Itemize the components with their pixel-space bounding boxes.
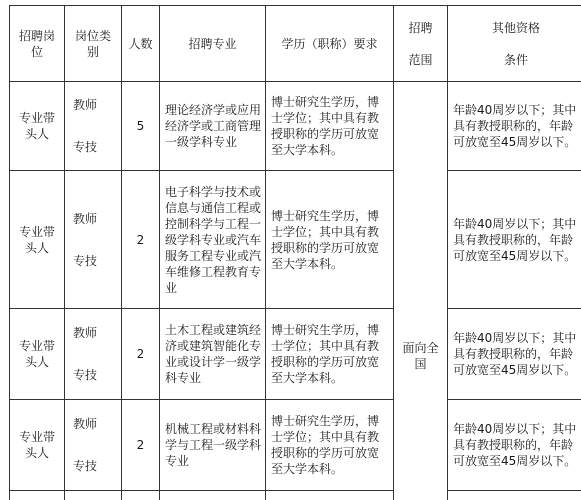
category-line1: 教师: [73, 326, 98, 340]
recruitment-table: [9, 5, 581, 500]
cell-count: 5: [122, 82, 160, 171]
header-count: 人数: [122, 6, 160, 82]
cell-other: 年龄40周岁以下；其中具有教授职称的，年龄可放宽至45周岁以下。: [448, 82, 581, 171]
recruitment-table-frame: [9, 5, 581, 500]
header-scope: [394, 6, 448, 82]
cell-category: [65, 309, 122, 400]
category-line1: 教师: [73, 417, 98, 431]
cell-count: 2: [122, 400, 160, 491]
category-line2: 专技: [73, 368, 98, 382]
cell-education: 博士研究生学历，博士学位；其中具有教授职称的学历可放宽至大学本科。: [266, 82, 394, 171]
table-row: [10, 171, 581, 309]
cell-major: 土木工程或建筑经济或建筑智能化专业或设计学一级学科专业: [160, 309, 266, 400]
cell-education: 博士研究生学历，博士学位；其中具有教授职称的学历可放宽至大学本科。: [266, 309, 394, 400]
table-row: [10, 82, 581, 171]
scope-value: 面向全国: [402, 341, 439, 371]
cell-empty: [10, 491, 65, 500]
table-row: [10, 491, 581, 500]
cell-other: 年龄40周岁以下；其中具有教授职称的，年龄可放宽至45周岁以下。: [448, 171, 581, 309]
table-row: [10, 309, 581, 400]
cell-count: 2: [122, 171, 160, 309]
cell-education: 博士研究生学历，博士学位；其中具有教授职称的学历可放宽至大学本科。: [266, 400, 394, 491]
cell-scope: [394, 82, 448, 500]
header-scope-line1: 招聘: [408, 20, 433, 35]
cell-other: 年龄40周岁以下；其中具有教授职称的，年龄可放宽至45周岁以下。: [448, 400, 581, 491]
cell-category: [65, 82, 122, 171]
header-other-line1: 其他资格: [491, 20, 540, 35]
category-line2: 专技: [73, 253, 98, 268]
cell-position: 专业带头人: [10, 82, 65, 171]
cell-major: 理论经济学或应用经济学或工商管理一级学科专业: [160, 82, 266, 171]
cell-other: 年龄40周岁以下；其中具有教授职称的，年龄可放宽至45周岁以下。: [448, 309, 581, 400]
header-category: 岗位类别: [65, 6, 122, 82]
cell-category: [65, 400, 122, 491]
cell-major: 机械工程或材料科学与工程一级学科专业: [160, 400, 266, 491]
header-major: 招聘专业: [160, 6, 266, 82]
cell-empty: [266, 491, 394, 500]
category-line2: 专技: [73, 459, 98, 473]
cell-category: [65, 171, 122, 309]
header-position: 招聘岗位: [10, 6, 65, 82]
category-line1: 教师: [73, 211, 98, 226]
category-line1: 教师: [73, 98, 98, 112]
header-other: [448, 6, 581, 82]
category-line2: 专技: [73, 140, 98, 154]
header-scope-line2: 范围: [408, 52, 433, 67]
cell-position: 专业带头人: [10, 400, 65, 491]
cell-major: 电子科学与技术或信息与通信工程或控制科学与工程一级学科专业或汽车服务工程专业或汽车维修工程教育专业: [160, 171, 266, 309]
table-row: [10, 400, 581, 491]
cell-empty: [160, 491, 266, 500]
cell-position: 专业带头人: [10, 171, 65, 309]
header-other-line2: 条件: [503, 52, 528, 67]
header-education: 学历（职称）要求: [266, 6, 394, 82]
cell-position: 专业带头人: [10, 309, 65, 400]
header-row: [10, 6, 581, 82]
cell-empty: [122, 491, 160, 500]
cell-education: 博士研究生学历，博士学位；其中具有教授职称的学历可放宽至大学本科。: [266, 171, 394, 309]
cell-empty: [448, 491, 581, 500]
cell-empty: [65, 491, 122, 500]
cell-count: 2: [122, 309, 160, 400]
